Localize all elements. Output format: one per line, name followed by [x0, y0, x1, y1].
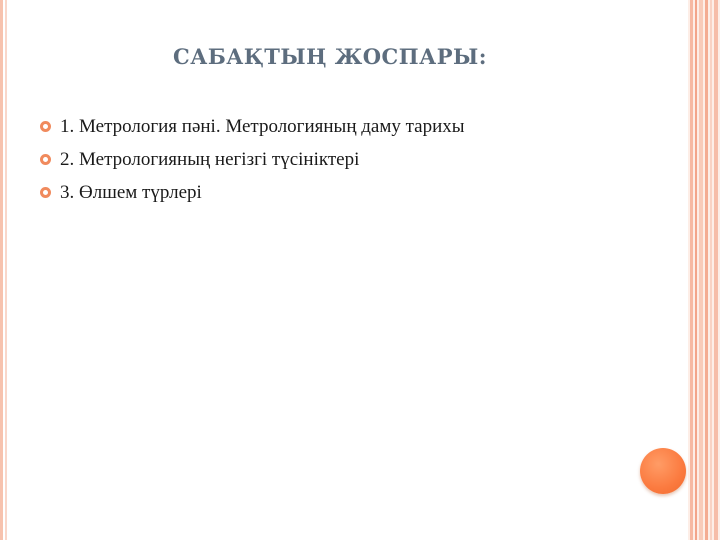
right-frame-stripe [710, 0, 712, 540]
right-frame-stripe [699, 0, 703, 540]
slide-title: САБАҚТЫҢ ЖОСПАРЫ: [173, 44, 487, 69]
hollow-circle-icon [40, 121, 51, 132]
bullet-text: 3. Өлшем түрлері [60, 181, 202, 203]
right-frame-stripe [690, 0, 693, 540]
list-item [40, 110, 680, 143]
decorative-orange-circle [640, 448, 686, 494]
bullet-text: 2. Метрологияның негізгі түсініктері [60, 148, 360, 170]
right-frame-stripe [705, 0, 708, 540]
left-frame-stripe [5, 0, 7, 540]
hollow-circle-icon [40, 187, 51, 198]
right-frame-stripe [714, 0, 718, 540]
bullet-text: 1. Метрология пәні. Метрологияның даму тарихы [60, 115, 465, 137]
left-frame-stripe [0, 0, 3, 540]
bullet-list [40, 110, 680, 209]
list-item [40, 143, 680, 176]
hollow-circle-icon [40, 154, 51, 165]
right-frame-stripe [695, 0, 697, 540]
list-item [40, 176, 680, 209]
